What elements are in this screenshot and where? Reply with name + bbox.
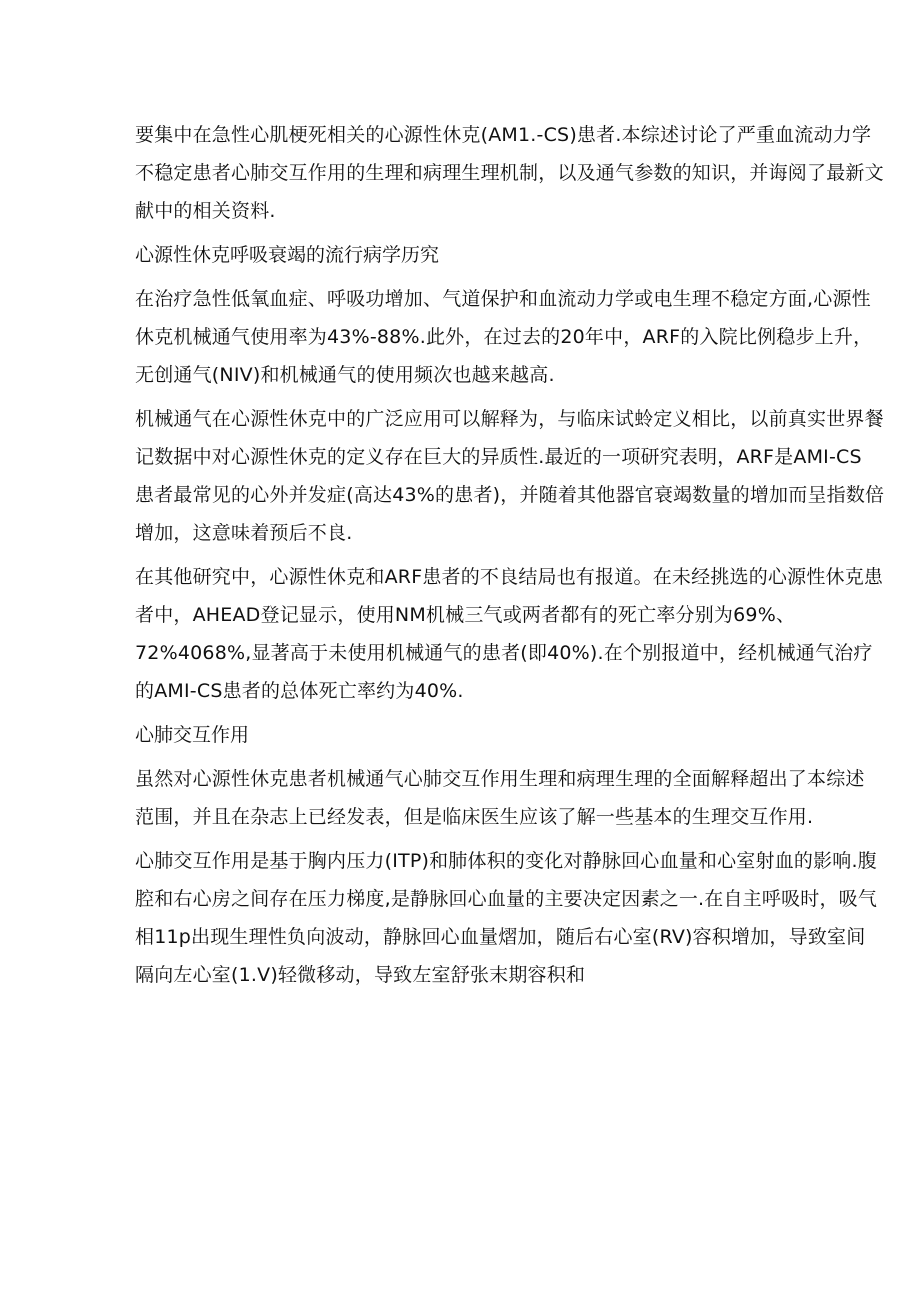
text-line: 相11p出现生理性负向波动，静脉回心血量熠加，随后右心室(RV)容积增加，导致室间 [135, 926, 866, 948]
text-line: 虽然对心源性休克患者机械通气心肺交互作用生理和病理生理的全面解释超出了本综述 [135, 768, 865, 790]
document-page [135, 116, 885, 994]
paragraph-mechanism [135, 842, 878, 994]
paragraph-intro-continued [135, 116, 884, 230]
text-line: 记数据中对心源性休克的定义存在巨大的异质性.最近的一项研究表明，ARF是AMI-CS [135, 446, 862, 468]
paragraph-heterogeneity [135, 400, 885, 552]
text-line: 无创通气(NIV)和机械通气的使用频次也越来越高. [135, 364, 555, 386]
text-line: 腔和右心房之间存在压力梯度,是静脉回心血量的主要决定因素之一.在自主呼吸时，吸气 [135, 888, 878, 910]
text-line: 心肺交互作用是基于胸内压力(ITP)和肺体积的变化对静脉回心血量和心室射血的影响.腹 [135, 850, 877, 872]
text-line: 在治疗急性低氧血症、呼吸功增加、气道保护和血流动力学或电生理不稳定方面,心源性 [135, 288, 871, 310]
section-heading-cardiopulmonary: 心肺交互作用 [135, 724, 250, 746]
paragraph-scope [135, 760, 865, 836]
text-line: 机械通气在心源性休克中的广泛应用可以解释为，与临床试蛉定义相比，以前真实世界餐 [135, 408, 884, 430]
text-line: 不稳定患者心肺交互作用的生理和病理生理机制，以及通气参数的知识，并诲阅了最新文 [135, 162, 884, 184]
text-line: 献中的相关资料. [135, 200, 276, 222]
paragraph-ventilation-rate [135, 280, 873, 394]
section-heading-epidemiology: 心源性休克呼吸衰竭的流行病学历究 [135, 244, 440, 266]
text-line: 隔向左心室(1.V)轻微移动，导致左室舒张末期容积和 [135, 964, 586, 986]
text-line: 增加，这意味着预后不良. [135, 522, 353, 544]
text-line: 患者最常见的心外并发症(高达43%的患者)，并随着其他器官衰竭数量的增加而呈指数倍 [135, 484, 885, 506]
text-line: 范围，并且在杂志上已经发表，但是临床医生应该了解一些基本的生理交互作用. [135, 806, 814, 828]
text-line: 要集中在急性心肌梗死相关的心源性休克(AM1.-CS)患者.本综述讨论了严重血流动力学 [135, 124, 872, 146]
text-line: 在其他研究中，心源性休克和ARF患者的不良结局也有报道。在未经挑选的心源性休克患 [135, 566, 884, 588]
text-line: 的AMI-CS患者的总体死亡率约为40%. [135, 680, 464, 702]
text-line: 休克机械通气使用率为43%-88%.此外，在过去的20年中，ARF的入院比例稳步上升， [135, 326, 873, 348]
text-line: 者中，AHEAD登记显示，使用NM机械三气或两者都有的死亡率分别为69%、 [135, 604, 796, 626]
paragraph-mortality [135, 558, 884, 710]
text-line: 72%4068%,显著高于未使用机械通气的患者(即40%).在个别报道中，经机械通气治疗 [135, 642, 873, 664]
